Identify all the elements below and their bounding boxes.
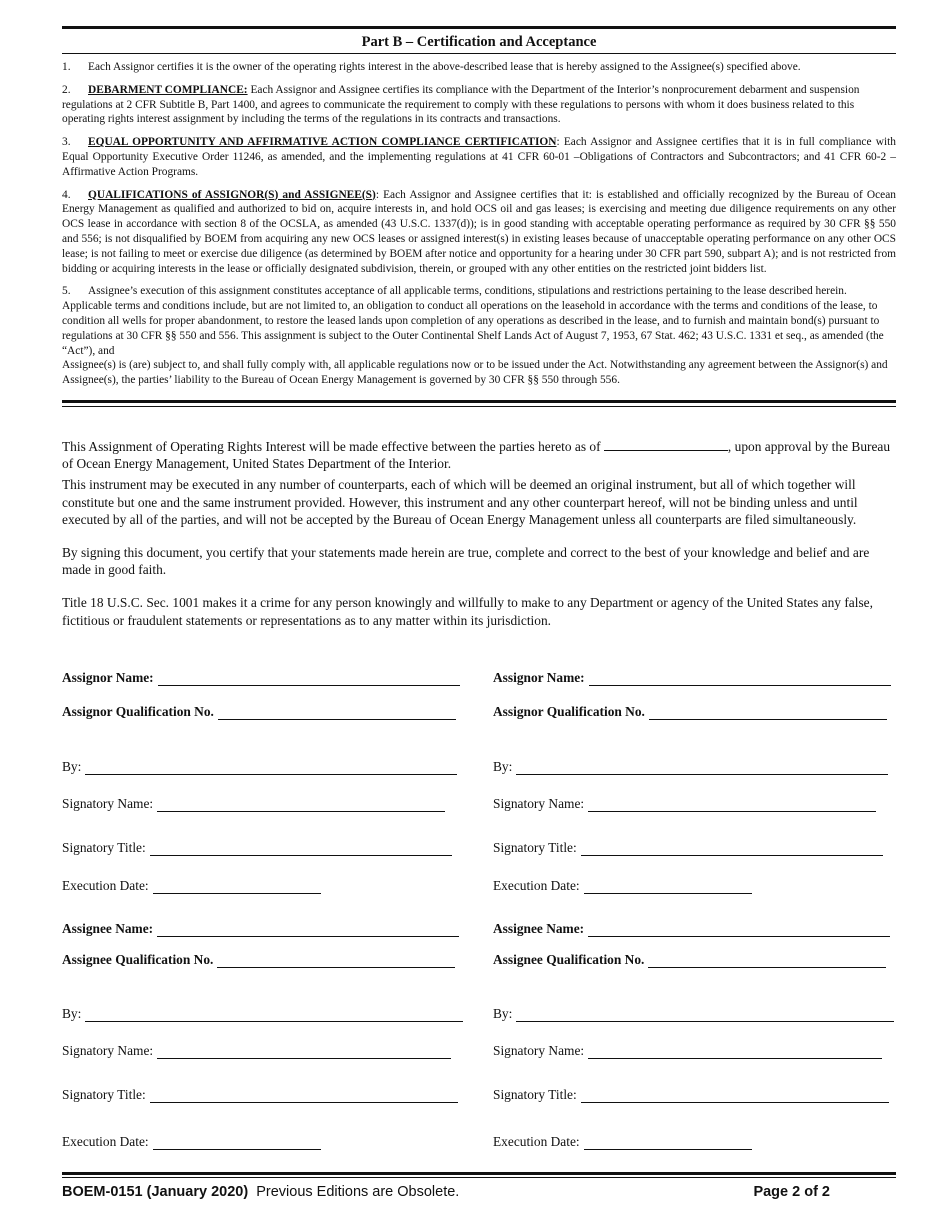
title18-paragraph: Title 18 U.S.C. Sec. 1001 makes it a crime for any person knowingly and willfully to make to any Department or agency of the United States any false, fictitious or fraudulent statements or representations as to any matter within its jurisdiction. bbox=[62, 595, 873, 628]
assignor-signatory-title-row: Signatory Title: bbox=[493, 840, 883, 856]
footer-rule-thin bbox=[62, 1177, 896, 1178]
section-2: 2. DEBARMENT COMPLIANCE: Each Assignor and Assignee certifies its compliance with the Department of the Interior’s nonprocurement debarment and suspension regulations at 2 CFR Subtitle B, Part 1400, and agrees to communicate the requirement to comply with these regulations to persons with whom it does business related to this operating rights interest assignment by including the terms of the regulations in its contracts and transactions. bbox=[62, 83, 860, 126]
assignee-name-field[interactable] bbox=[588, 924, 890, 937]
assignor-qual-row: Assignor Qualification No. bbox=[493, 704, 887, 720]
assignor-signatory-title-field[interactable] bbox=[581, 843, 883, 856]
assignee-execution-date-field[interactable] bbox=[584, 1137, 752, 1150]
footer bbox=[62, 1184, 896, 1200]
assignee-signatory-title-row: Signatory Title: bbox=[62, 1087, 458, 1103]
assignor-signatory-name-field[interactable] bbox=[157, 799, 445, 812]
form-page bbox=[62, 26, 896, 407]
section-5-continued: Assignee(s) is (are) subject to, and shall fully comply with, all applicable regulations now or to be issued under the Act. Notwithstanding any agreement between the Assignor(s) and Assignee(s), the parties’ liability to the Bureau of Ocean Energy Management is governed by 30 CFR §§ 550 through 556. bbox=[62, 359, 888, 387]
assignor-signatory-title-field[interactable] bbox=[150, 843, 452, 856]
assignee-qual-row: Assignee Qualification No. bbox=[493, 952, 886, 968]
assignee-signatory-name-field[interactable] bbox=[157, 1046, 451, 1059]
page-number: Page 2 of 2 bbox=[753, 1184, 830, 1200]
assignor-name-row: Assignor Name: bbox=[62, 670, 460, 686]
assignor-name-field[interactable] bbox=[158, 673, 460, 686]
part-title: Part B – Certification and Acceptance bbox=[361, 34, 597, 50]
assignor-signatory-title-row: Signatory Title: bbox=[62, 840, 452, 856]
section-1: 1. Each Assignor certifies it is the owner of the operating rights interest in the above-described lease that is hereby assigned to the Assignee(s) specified above. bbox=[62, 61, 801, 73]
assignee-by-field[interactable] bbox=[85, 1009, 463, 1022]
assignee-by-row: By: bbox=[62, 1006, 463, 1022]
certify-paragraph: By signing this document, you certify that your statements made herein are true, complete and correct to the best of your knowledge and belief and are made in good faith. bbox=[62, 545, 870, 578]
assignor-signatory-name-row: Signatory Name: bbox=[493, 796, 876, 812]
footer-rules bbox=[62, 1172, 896, 1178]
section-3: 3. EQUAL OPPORTUNITY AND AFFIRMATIVE ACTION COMPLIANCE CERTIFICATION: Each Assignor and Assignee certifies that it is in full compliance with Equal Opportunity Executive Order 11246, as amended, and the implementing regulations at 41 CFR 60-01 –Obligations of Contractors and Subcontractors; and 41 CFR 60-2 – Affirmative Action Programs. bbox=[62, 136, 896, 178]
assignee-name-field[interactable] bbox=[157, 924, 459, 937]
assignor-by-row: By: bbox=[62, 759, 457, 775]
assignor-name-row: Assignor Name: bbox=[493, 670, 891, 686]
assignor-signatory-name-field[interactable] bbox=[588, 799, 876, 812]
form-id: BOEM-0151 (January 2020) bbox=[62, 1184, 249, 1200]
assignee-signatory-name-row: Signatory Name: bbox=[493, 1043, 882, 1059]
assignee-signatory-title-row: Signatory Title: bbox=[493, 1087, 889, 1103]
assignor-execution-date-field[interactable] bbox=[584, 881, 752, 894]
assignee-execution-date-field[interactable] bbox=[153, 1137, 321, 1150]
assignee-qual-row: Assignee Qualification No. bbox=[62, 952, 455, 968]
acceptance-text bbox=[62, 438, 892, 629]
assignee-signatory-name-field[interactable] bbox=[588, 1046, 882, 1059]
assignee-signatory-name-row: Signatory Name: bbox=[62, 1043, 451, 1059]
assignee-name-row: Assignee Name: bbox=[493, 921, 890, 937]
assignor-by-field[interactable] bbox=[85, 762, 457, 775]
section-4: 4. QUALIFICATIONS of ASSIGNOR(S) and ASSIGNEE(S): Each Assignor and Assignee certifies that it: is established and officially recognized by the Bureau of Ocean Energy Management as qualified and authorized to bid on, acquire interests in, and hold OCS oil and gas leases; is exercising and meeting due diligence requirements on any other OCS lease in accordance with section 8 of the OCSLA, as amended (43 U.S.C. 1337(d)); is in good standing with acceptable operating performance as required by 30 CFR §§ 550 and 556; is not disqualified by BOEM from acquiring any new OCS leases or assigned interest(s) in existing leases because of unacceptable operating performance on any other OCS lease; is not failing to meet or exercise due diligence (as determined by BOEM after notice and opportunity for a hearing under 30 CFR part 590, subpart A); and is not restricted from bidding or acquiring interests in the lease or officially designated subdivision, therein, or grouped with any other entities on the restricted joint bidders list. bbox=[62, 188, 896, 275]
section-5: 5. Assignee’s execution of this assignment constitutes acceptance of all applicable terms, conditions, stipulations and restrictions pertaining to the lease described herein. Applicable terms and conditions include, but are not limited to, an obligation to conduct all operations on the leasehold in accordance with the terms and conditions of the lease, to condition all wells for proper abandonment, to restore the leased lands upon completion of any operations as described in the lease, and to furnish and maintain bond(s) pursuant to regulations at 30 CFR §§ 550 and 556. This assignment is subject to the Outer Continental Shelf Lands Act of August 7, 1953, 67 Stat. 462; 43 U.S.C. 1331 et seq., as amended (the “Act”), and bbox=[62, 285, 884, 357]
effective-date-paragraph: This Assignment of Operating Rights Interest will be made effective between the parties hereto as of , upon approval by the Bureau of Ocean Energy Management, United States Department of the Interior. bbox=[62, 439, 891, 472]
assignee-signatory-title-field[interactable] bbox=[581, 1090, 889, 1103]
assignor-signatory-name-row: Signatory Name: bbox=[62, 796, 445, 812]
assignee-execution-date-row: Execution Date: bbox=[62, 1134, 321, 1150]
assignee-by-row: By: bbox=[493, 1006, 894, 1022]
assignor-execution-date-field[interactable] bbox=[153, 881, 321, 894]
assignor-by-field[interactable] bbox=[516, 762, 888, 775]
assignee-qual-field[interactable] bbox=[217, 955, 455, 968]
assignee-execution-date-row: Execution Date: bbox=[493, 1134, 752, 1150]
assignor-name-field[interactable] bbox=[589, 673, 891, 686]
counterparts-paragraph: This instrument may be executed in any number of counterparts, each of which will be deemed an original instrument, but all of which together will constitute but one and the same instrument provided. However, this instrument and any other counterpart hereof, will not be binding unless and until executed by all of the parties, and will not be accepted by the Bureau of Ocean Energy Management unless all counterparts are filed simultaneously. bbox=[62, 477, 858, 527]
assignor-execution-date-row: Execution Date: bbox=[493, 878, 752, 894]
assignee-by-field[interactable] bbox=[516, 1009, 894, 1022]
assignor-execution-date-row: Execution Date: bbox=[62, 878, 321, 894]
assignor-qual-field[interactable] bbox=[649, 707, 887, 720]
section-rule-2 bbox=[62, 406, 896, 407]
assignee-name-row: Assignee Name: bbox=[62, 921, 459, 937]
assignor-by-row: By: bbox=[493, 759, 888, 775]
effective-date-field[interactable] bbox=[604, 438, 728, 451]
assignor-qual-field[interactable] bbox=[218, 707, 456, 720]
assignee-qual-field[interactable] bbox=[648, 955, 886, 968]
assignor-qual-row: Assignor Qualification No. bbox=[62, 704, 456, 720]
assignee-signatory-title-field[interactable] bbox=[150, 1090, 458, 1103]
obsolete-note: Previous Editions are Obsolete. bbox=[248, 1184, 460, 1200]
